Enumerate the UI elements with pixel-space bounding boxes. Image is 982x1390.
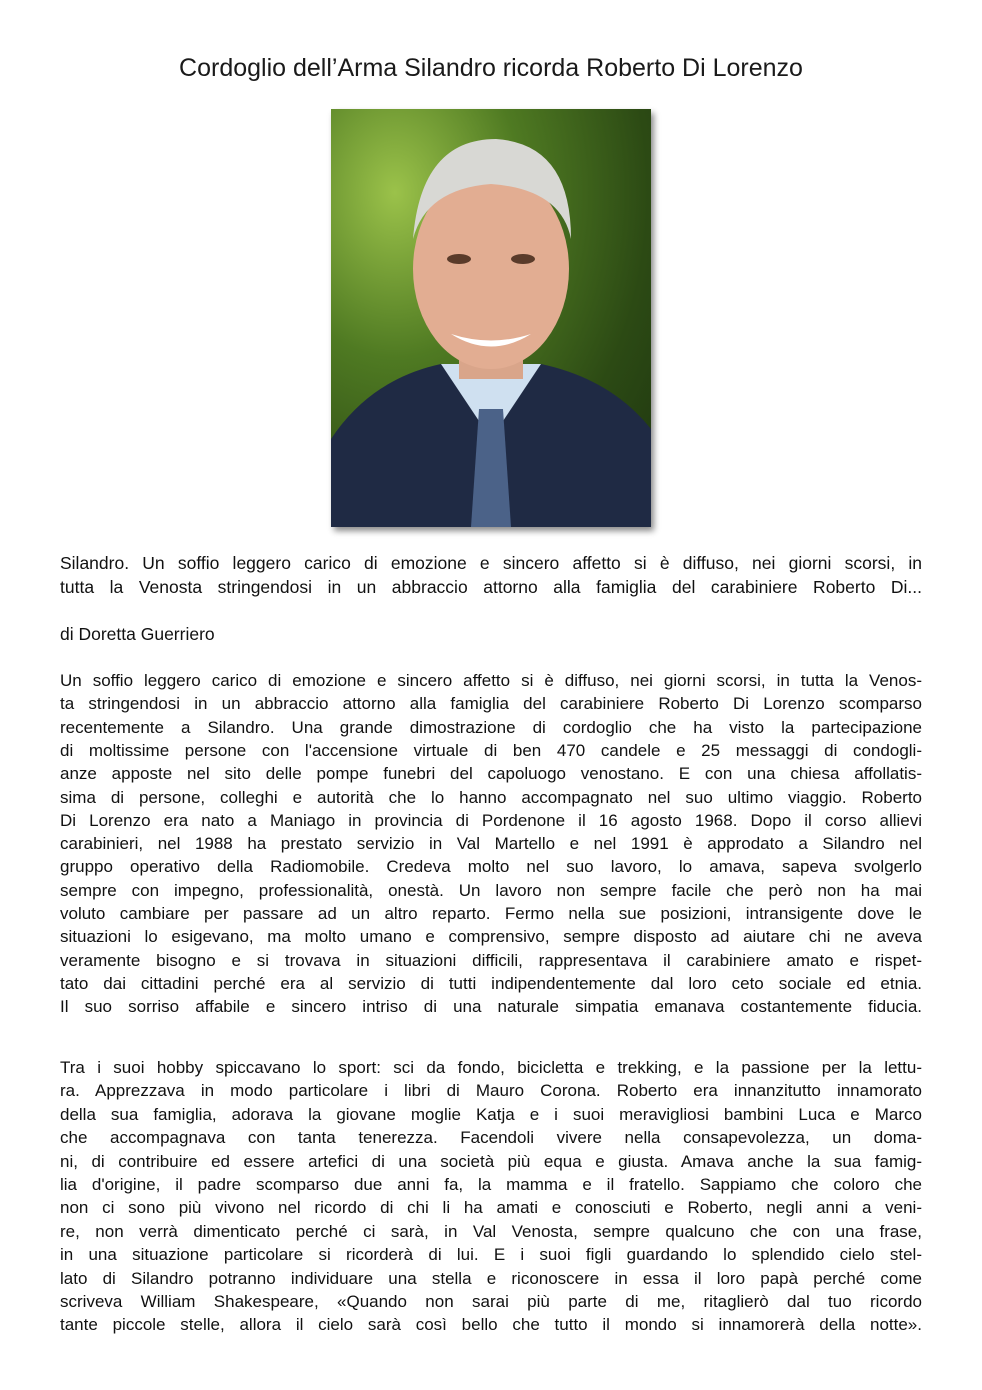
intro-line: Silandro. Un soffio leggero carico di emozione e sincero affetto si è diffuso, nei giorni scorsi, in xyxy=(60,553,922,573)
paragraph-line: ra. Apprezzava in modo particolare i libri di Mauro Corona. Roberto era innanzitutto innamorato xyxy=(60,1081,922,1101)
paragraph-line: re, non verrà dimenticato perché ci sarà, in Val Venosta, sempre qualcuno che con una frase, xyxy=(60,1221,922,1241)
paragraph-line: della sua famiglia, adorava la giovane moglie Katja e i suoi meravigliosi bambini Luca e Marco xyxy=(60,1104,922,1124)
paragraph-line: voluto cambiare per passare ad un altro reparto. Fermo nella sue posizioni, intransigente dove le xyxy=(60,904,922,923)
paragraph-line: Di Lorenzo era nato a Maniago in provincia di Pordenone il 16 agosto 1968. Dopo il corso allievi xyxy=(60,810,922,830)
paragraph-line: che accompagnava con tanta tenerezza. Facendoli vivere nella consapevolezza, un doma- xyxy=(60,1128,922,1148)
paragraph-line: gruppo operativo della Radiomobile. Credeva molto nel suo lavoro, lo amava, sapeva svolgerlo xyxy=(60,857,922,877)
paragraph-line: recentemente a Silandro. Una grande dimostrazione di cordoglio che ha visto la partecipazione xyxy=(60,717,922,737)
paragraph-line: ta stringendosi in un abbraccio attorno alla famiglia del carabiniere Roberto Di Lorenzo scomparso xyxy=(60,694,922,714)
paragraph-line: Un soffio leggero carico di emozione e sincero affetto si è diffuso, nei giorni scorsi, in tutta la Venos- xyxy=(60,671,922,690)
portrait-photo xyxy=(331,109,651,527)
paragraph-line: Tra i suoi hobby spiccavano lo sport: sci da fondo, bicicletta e trekking, e la passione per la lettu- xyxy=(60,1058,922,1077)
article-title: Cordoglio dell’Arma Silandro ricorda Roberto Di Lorenzo xyxy=(179,54,803,82)
paragraph-line: in una situazione particolare si ricorderà di lui. E i suoi figli guardando lo splendido cielo stel- xyxy=(60,1245,922,1265)
paragraph-line: tato dai cittadini perché era al servizio di tutti indipendentemente dal loro ceto sociale ed etnia. xyxy=(60,973,922,993)
paragraph-line: ni, di contribuire ed essere artefici di una società più equa e giusta. Amava anche la sua famig- xyxy=(60,1151,922,1171)
paragraph-line: situazioni lo esigevano, ma molto umano e comprensivo, sempre disposto ad aiutare chi ne aveva xyxy=(60,927,922,947)
paragraph-line: lato di Silandro potranno individuare una stella e riconoscere in essa il loro papà perché come xyxy=(60,1268,922,1288)
author-byline: di Doretta Guerriero xyxy=(60,624,215,644)
paragraph-line: veramente bisogno e si trovava in situazioni difficili, rappresentava il carabiniere amato e rispet- xyxy=(60,950,922,970)
paragraph-line: lia d'origine, il padre scomparso due anni fa, la mamma e il fratello. Sappiamo che coloro che xyxy=(60,1175,922,1194)
paragraph-line: carabinieri, nel 1988 ha prestato servizio in Val Martello e nel 1991 è approdato a Silandro nel xyxy=(60,834,922,854)
paragraph-line: sempre con impegno, professionalità, onestà. Un lavoro non sempre facile che però non ha mai xyxy=(60,880,922,900)
intro-line: tutta la Venosta stringendosi in un abbraccio attorno alla famiglia del carabiniere Roberto Di... xyxy=(60,577,922,597)
paragraph-line: tante piccole stelle, allora il cielo sarà così bello che tutto il mondo si innamorerà della notte». xyxy=(60,1315,922,1335)
paragraph-line: di moltissime persone con l'accensione virtuale di ben 470 candele e 25 messaggi di condogli- xyxy=(60,740,922,760)
paragraph-line: sima di persone, colleghi e autorità che lo hanno accompagnato nel suo ultimo viaggio. Roberto xyxy=(60,787,922,807)
paragraph-line: Il suo sorriso affabile e sincero intriso di una naturale simpatia emanava costantemente fiducia. xyxy=(60,997,922,1017)
paragraph-line: anze apposte nel sito delle pompe funebri del capoluogo venostano. E con una chiesa affollatis- xyxy=(60,764,922,784)
paragraph-line: scriveva William Shakespeare, «Quando non sarai più parte di me, ritaglierò dal tuo ricordo xyxy=(60,1292,922,1311)
paragraph-line: non ci sono più vivono nel ricordo di chi li ha amati e conosciuti e Roberto, negli anni a veni- xyxy=(60,1198,922,1218)
